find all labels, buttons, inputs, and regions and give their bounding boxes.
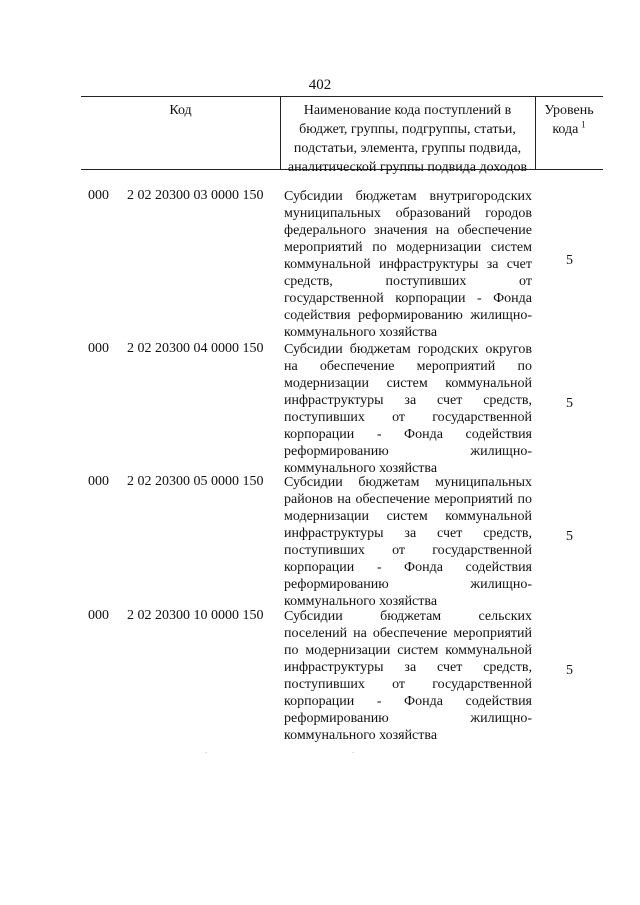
description-line: поселений на обеспечение мероприятий (284, 626, 532, 641)
description-line: корпорации - Фонда содействия (284, 694, 532, 709)
description-line: инфраструктуры за счет средств, (284, 526, 532, 541)
header-level (536, 101, 602, 139)
income-description (284, 188, 532, 341)
header-level-word: кода (552, 122, 579, 137)
description-line: инфраструктуры за счет средств, (284, 660, 532, 675)
header-name-line: аналитической группы подвида доходов (287, 160, 528, 175)
code-level: 5 (566, 396, 573, 411)
description-line: Субсидии бюджетам городских округов (284, 342, 532, 357)
header-level-line: Уровень (544, 103, 594, 118)
page-number: 402 (308, 77, 332, 93)
header-name-line: бюджет, группы, подгруппы, статьи, (299, 122, 516, 137)
description-line: содействия реформированию жилищно- (284, 308, 532, 323)
description-line: корпорации - Фонда содействия (284, 427, 532, 442)
description-line: мероприятий по модернизации систем (284, 240, 532, 255)
description-line: районов на обеспечение мероприятий по (284, 492, 532, 507)
income-description (284, 341, 532, 477)
description-line: средств, поступивших от (284, 274, 532, 289)
income-code: 2 02 20300 10 0000 150 (127, 608, 264, 623)
table-header (81, 96, 603, 175)
header-name (280, 101, 535, 177)
header-name-line: Наименование кода поступлений в (303, 103, 512, 118)
code-level: 5 (566, 529, 573, 544)
description-line: коммунальной инфраструктуры за счет (284, 257, 532, 272)
admin-code: 000 (88, 341, 109, 356)
description-line: корпорации - Фонда содействия (284, 560, 532, 575)
description-line: коммунального хозяйства (284, 594, 438, 609)
header-name-line: подстатьи, элемента, группы подвида, (293, 141, 522, 156)
description-line: реформированию жилищно- (284, 577, 532, 592)
income-code: 2 02 20300 04 0000 150 (127, 341, 264, 356)
description-line: по модернизации систем коммунальной (284, 643, 532, 658)
description-line: коммунального хозяйства (284, 325, 438, 340)
description-line: муниципальных образований городов (284, 206, 532, 221)
description-line: коммунального хозяйства (284, 728, 438, 743)
description-line: модернизации систем коммунальной (284, 509, 532, 524)
code-level: 5 (566, 663, 573, 678)
description-line: на обеспечение мероприятий по (284, 359, 532, 374)
description-line: реформированию жилищно- (284, 711, 532, 726)
description-line: Субсидии бюджетам муниципальных (284, 475, 532, 490)
admin-code: 000 (88, 474, 109, 489)
description-line: Субсидии бюджетам сельских (284, 609, 532, 624)
scan-speck (205, 752, 207, 753)
header-code: Код (169, 103, 192, 118)
description-line: поступивших от государственной (284, 543, 532, 558)
description-line: реформированию жилищно- (284, 444, 532, 459)
income-code: 2 02 20300 05 0000 150 (127, 474, 264, 489)
code-level: 5 (566, 253, 573, 268)
description-line: поступивших от государственной (284, 410, 532, 425)
description-line: государственной корпорации - Фонда (284, 291, 532, 306)
description-line: коммунального хозяйства (284, 461, 438, 476)
income-description (284, 474, 532, 610)
footnote-marker: 1 (581, 119, 586, 130)
description-line: инфраструктуры за счет средств, (284, 393, 532, 408)
income-description (284, 608, 532, 744)
description-line: федерального значения на обеспечение (284, 223, 532, 238)
admin-code: 000 (88, 608, 109, 623)
header-level-line (536, 120, 602, 139)
description-line: поступивших от государственной (284, 677, 532, 692)
income-code: 2 02 20300 03 0000 150 (127, 188, 264, 203)
description-line: модернизации систем коммунальной (284, 376, 532, 391)
scan-speck (352, 752, 354, 753)
description-line: Субсидии бюджетам внутригородских (284, 189, 532, 204)
admin-code: 000 (88, 188, 109, 203)
